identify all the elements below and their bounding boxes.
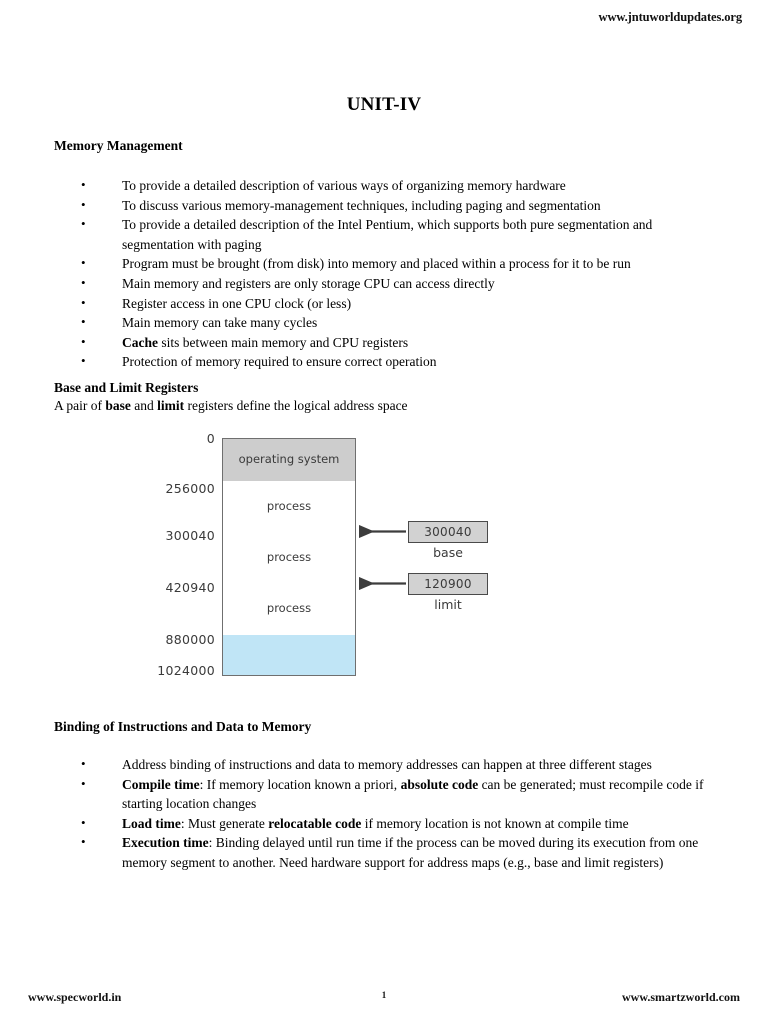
- bullet-text: Main memory and registers are only storage CPU can access directly: [122, 275, 495, 291]
- section-heading-memory-management: Memory Management: [54, 138, 183, 153]
- base-register-caption: base: [433, 545, 463, 560]
- list-item: [78, 833, 726, 872]
- bullet-keyword-load-time: Load time: [122, 815, 181, 831]
- bullet-text: Register access in one CPU clock (or less): [122, 295, 352, 311]
- text-segment: registers define the logical address space: [184, 398, 408, 413]
- bullet-keyword-compile-time: Compile time: [122, 776, 200, 792]
- text-segment: and: [130, 398, 158, 413]
- bullet-text: Main memory can take many cycles: [122, 315, 318, 331]
- list-item: [78, 814, 726, 834]
- bullet-text: Address binding of instructions and data to memory addresses can happen at three different stages: [122, 757, 652, 772]
- page-header-url: www.jntuworldupdates.org: [598, 10, 742, 24]
- memory-block-process-2: process: [222, 532, 356, 584]
- list-item: [78, 294, 708, 314]
- memory-block-process-3: process: [222, 583, 356, 636]
- bullet-keyword-execution-time: Execution time: [122, 835, 209, 851]
- keyword-base: base: [105, 398, 131, 413]
- bullet-keyword: Cache: [122, 334, 158, 350]
- base-register-value: 300040: [408, 521, 488, 543]
- address-label-420940: 420940: [165, 580, 215, 595]
- bullet-text: Protection of memory required to ensure correct operation: [122, 354, 437, 370]
- list-item: [78, 352, 708, 372]
- text-segment: A pair of: [54, 398, 106, 413]
- base-and-limit-description: [54, 398, 408, 414]
- memory-block-operating-system: operating system: [222, 438, 356, 482]
- memory-block-process-1: process: [222, 481, 356, 533]
- page-title: UNIT-IV: [346, 94, 422, 115]
- memory-management-bullet-list: [78, 176, 708, 372]
- limit-register-value: 120900: [408, 573, 488, 595]
- bullet-keyword-relocatable-code: relocatable code: [268, 815, 362, 831]
- address-label-880000: 880000: [165, 632, 215, 647]
- binding-bullet-list: [78, 755, 726, 873]
- list-item: [78, 215, 708, 254]
- bullet-text: To provide a detailed description of various ways of organizing memory hardware: [122, 178, 566, 193]
- footer-right-url: www.smartzworld.com: [622, 990, 740, 1004]
- list-item: [78, 313, 708, 333]
- address-label-256000: 256000: [165, 481, 215, 496]
- bullet-text: : If memory location known a priori,: [199, 776, 401, 792]
- page-number: 1: [381, 990, 387, 1000]
- bullet-text: sits between main memory and CPU registers: [158, 334, 409, 350]
- page-footer: [0, 990, 768, 1008]
- list-item: [78, 755, 726, 775]
- limit-register-caption: limit: [434, 597, 462, 612]
- list-item: [78, 274, 708, 294]
- list-item: [78, 176, 708, 196]
- bullet-text: if memory location is not known at compile time: [361, 815, 629, 831]
- section-heading-binding: Binding of Instructions and Data to Memory: [54, 719, 312, 734]
- list-item: [78, 775, 726, 814]
- address-label-1024000: 1024000: [157, 663, 215, 678]
- bullet-text: To discuss various memory-management techniques, including paging and segmentation: [122, 197, 601, 213]
- list-item: [78, 196, 708, 216]
- bullet-text: To provide a detailed description of the Intel Pentium, which supports both pure segmentation and segmentation with paging: [122, 217, 653, 252]
- address-label-0: 0: [206, 431, 215, 446]
- bullet-text: Program must be brought (from disk) into memory and placed within a process for it to be run: [122, 256, 631, 272]
- bullet-keyword-absolute-code: absolute code: [400, 776, 479, 792]
- bullet-text: : Binding delayed until run time if the process can be moved during its execution from one memory segment to another. Need hardware support for address maps (e.g., base and limit registers): [122, 835, 699, 870]
- list-item: [78, 254, 708, 274]
- footer-left-url: www.specworld.in: [28, 990, 122, 1004]
- keyword-limit: limit: [157, 398, 185, 413]
- section-heading-base-and-limit-registers: Base and Limit Registers: [54, 380, 199, 395]
- bullet-text: can be generated; must recompile code if starting location changes: [122, 776, 704, 812]
- memory-block-free-space: [222, 635, 356, 676]
- list-item: [78, 333, 708, 353]
- bullet-text: : Must generate: [180, 815, 269, 831]
- address-label-300040: 300040: [165, 528, 215, 543]
